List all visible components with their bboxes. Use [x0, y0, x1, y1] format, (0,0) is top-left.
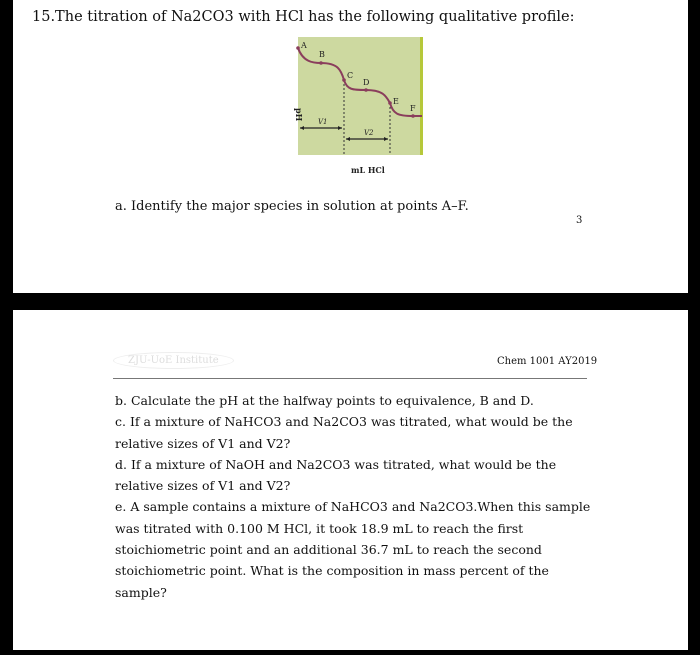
question-e: e. A sample contains a mixture of NaHCO3 and Na2CO3.When this sample was titrated with 0.100 M HCl, it took 18.9 mL to reach the first stoichiometric point and an additional 36.7 mL to reach the second stoichiometric point. What is the composition in mass percent of the sample?: [115, 499, 591, 600]
question-b: b. Calculate the pH at the halfway points to equivalence, B and D.: [115, 393, 534, 408]
label-f: F: [410, 104, 416, 113]
v2-label: V2: [364, 129, 374, 137]
y-axis-label: pH: [294, 108, 304, 122]
x-axis-label: mL HCl: [351, 165, 385, 175]
question-c: c. If a mixture of NaHCO3 and Na2CO3 was titrated, what would be the relative sizes of V1 and V2?: [115, 414, 573, 451]
label-c: C: [347, 71, 354, 80]
page-number: 3: [576, 215, 583, 226]
point-c: [342, 78, 346, 82]
label-b: B: [319, 50, 325, 59]
point-a: [296, 46, 300, 50]
watermark-logo: ZJU-UoE Institute: [113, 352, 234, 369]
question-a: a. Identify the major species in solution at points A–F.: [115, 199, 469, 214]
page-2: [13, 310, 688, 650]
questions-list: [115, 390, 595, 603]
plot-edge: [420, 37, 423, 155]
titration-curve-figure: [253, 30, 453, 180]
point-d: [364, 88, 368, 92]
point-b: [319, 61, 323, 65]
page-1: [13, 0, 688, 293]
question-d: d. If a mixture of NaOH and Na2CO3 was titrated, what would be the relative sizes of V1 and V2?: [115, 456, 557, 494]
plot-background: [298, 37, 422, 155]
label-e: E: [393, 97, 399, 106]
label-d: D: [363, 78, 370, 87]
course-header: Chem 1001 AY2019: [497, 356, 598, 367]
v1-label: V1: [318, 118, 328, 126]
header-divider: [113, 378, 587, 379]
point-e: [388, 101, 392, 105]
question-title: 15.The titration of Na2CO3 with HCl has the following qualitative profile:: [32, 9, 575, 25]
label-a: A: [301, 41, 307, 50]
point-f: [411, 114, 415, 118]
